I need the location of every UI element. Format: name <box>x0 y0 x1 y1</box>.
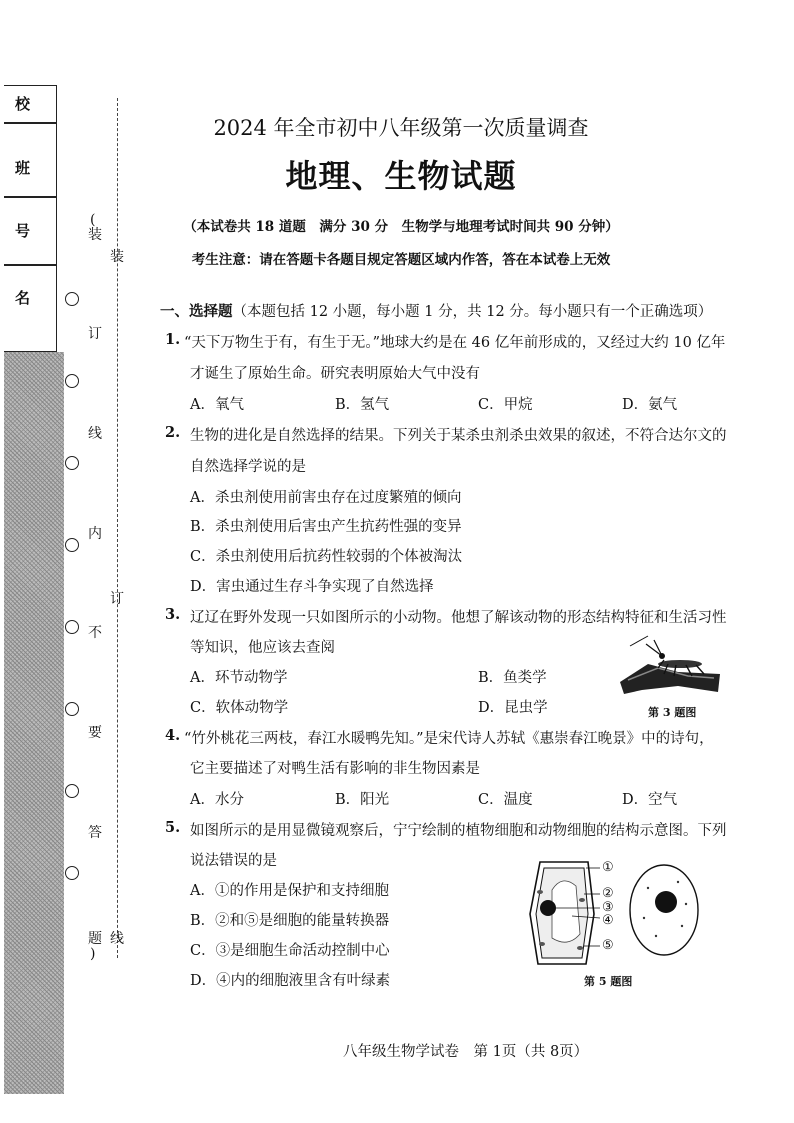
seal-char: ) <box>90 946 96 962</box>
binding-hole <box>65 292 79 306</box>
exam-notice: 考生注意：请在答题卡各题目规定答题区域内作答，答在本试卷上无效 <box>191 252 611 268</box>
q2-option-b[interactable]: B．杀虫剂使用后害虫产生抗药性强的变异 <box>190 519 462 535</box>
q5-option-d[interactable]: D．④内的细胞液里含有叶绿素 <box>190 973 391 989</box>
q4-option-a[interactable]: A．水分 <box>190 792 244 808</box>
q5-marker-5: ⑤ <box>602 938 614 953</box>
seal-char: 答 <box>88 825 102 841</box>
q2-option-d[interactable]: D．害虫通过生存斗争实现了自然选择 <box>190 579 434 595</box>
q4-stem-line1: “竹外桃花三两枝，春江水暖鸭先知。”是宋代诗人苏轼《惠崇春江晚景》中的诗句， <box>184 731 714 747</box>
q5-option-a[interactable]: A．①的作用是保护和支持细胞 <box>190 883 389 899</box>
seal-char-right: 装 <box>110 249 124 265</box>
seal-char: 订 <box>88 326 102 342</box>
binding-hole <box>65 620 79 634</box>
info-label-class: 班 <box>15 159 31 177</box>
binding-hole <box>65 702 79 716</box>
info-label-name: 名 <box>15 289 31 307</box>
q5-marker-3: ③ <box>602 900 614 915</box>
seal-char: 线 <box>88 426 102 442</box>
seal-char: 要 <box>88 725 102 741</box>
section-title: 一、选择题 <box>160 303 233 320</box>
info-label-school: 校 <box>15 95 31 113</box>
q3-stem-line2: 等知识，他应该去查阅 <box>190 640 335 656</box>
q5-option-c[interactable]: C．③是细胞生命活动控制中心 <box>190 943 390 959</box>
binding-hole <box>65 456 79 470</box>
q5-marker-1: ① <box>602 860 614 875</box>
q4-option-d[interactable]: D．空气 <box>622 792 678 808</box>
seal-char: 内 <box>88 526 102 542</box>
q5-stem-line1: 如图所示的是用显微镜观察后，宁宁绘制的植物细胞和动物细胞的结构示意图。下列 <box>190 823 727 839</box>
binding-hole <box>65 538 79 552</box>
q3-insect-figure <box>618 634 722 696</box>
q2-option-c[interactable]: C．杀虫剂使用后抗药性较弱的个体被淘汰 <box>190 549 463 565</box>
q5-number: 5. <box>165 819 181 836</box>
q1-option-b[interactable]: B．氢气 <box>335 397 390 413</box>
q1-option-d[interactable]: D．氨气 <box>622 397 678 413</box>
exam-subject: 地理、生物试题 <box>285 157 517 195</box>
q5-option-b[interactable]: B．②和⑤是细胞的能量转换器 <box>190 913 390 929</box>
section-heading <box>160 300 712 321</box>
q4-number: 4. <box>165 727 181 744</box>
seal-char-right: 线 <box>110 931 124 947</box>
binding-hole <box>65 374 79 388</box>
hatched-margin <box>4 352 64 1094</box>
exam-title: 2024 年全市初中八年级第一次质量调查 <box>213 116 589 140</box>
q4-option-b[interactable]: B．阳光 <box>335 792 390 808</box>
q4-option-c[interactable]: C．温度 <box>478 792 533 808</box>
q1-option-c[interactable]: C．甲烷 <box>478 397 533 413</box>
exam-info: （本试卷共 18 道题 满分 30 分 生物学与地理考试时间共 90 分钟） <box>183 219 619 235</box>
q3-option-d[interactable]: D．昆虫学 <box>478 700 548 716</box>
q2-stem-line1: 生物的进化是自然选择的结果。下列关于某杀虫剂杀虫效果的叙述，不符合达尔文的 <box>190 428 727 444</box>
q3-number: 3. <box>165 606 181 623</box>
page-footer: 八年级生物学试卷 第 1页（共 8页） <box>343 1044 589 1060</box>
info-box-name <box>4 264 57 352</box>
seal-char: 不 <box>88 625 102 641</box>
q2-option-a[interactable]: A．杀虫剂使用前害虫存在过度繁殖的倾向 <box>190 490 462 506</box>
q1-stem-line2: 才诞生了原始生命。研究表明原始大气中没有 <box>190 366 480 382</box>
q1-option-a[interactable]: A．氧气 <box>190 397 244 413</box>
q3-option-a[interactable]: A．环节动物学 <box>190 670 288 686</box>
q2-stem-line2: 自然选择学说的是 <box>190 459 306 475</box>
q1-stem-line1: “天下万物生于有，有生于无。”地球大约是在 46 亿年前形成的，又经过大约 10 亿年 <box>184 335 726 351</box>
binding-hole <box>65 866 79 880</box>
q3-option-c[interactable]: C．软体动物学 <box>190 700 289 716</box>
q5-marker-4: ④ <box>602 913 614 928</box>
seal-char: ( <box>90 212 96 228</box>
q3-stem-line1: 辽辽在野外发现一只如图所示的小动物。他想了解该动物的形态结构特征和生活习性 <box>190 610 727 626</box>
q5-marker-2: ② <box>602 886 614 901</box>
q3-option-b[interactable]: B．鱼类学 <box>478 670 547 686</box>
seal-char-right: 订 <box>110 591 124 607</box>
q1-number: 1. <box>165 331 181 348</box>
q2-number: 2. <box>165 424 181 441</box>
seal-char: 题 <box>88 931 102 947</box>
binding-hole <box>65 784 79 798</box>
info-label-number: 号 <box>15 222 31 240</box>
q5-stem-line2: 说法错误的是 <box>190 853 277 869</box>
q3-figure-caption: 第 3 题图 <box>648 706 697 719</box>
q4-stem-line2: 它主要描述了对鸭生活有影响的非生物因素是 <box>190 761 480 777</box>
section-desc: （本题包括 12 小题，每小题 1 分，共 12 分。每小题只有一个正确选项） <box>232 304 713 320</box>
seal-char: 装 <box>88 227 102 243</box>
q5-figure-caption: 第 5 题图 <box>584 975 633 988</box>
